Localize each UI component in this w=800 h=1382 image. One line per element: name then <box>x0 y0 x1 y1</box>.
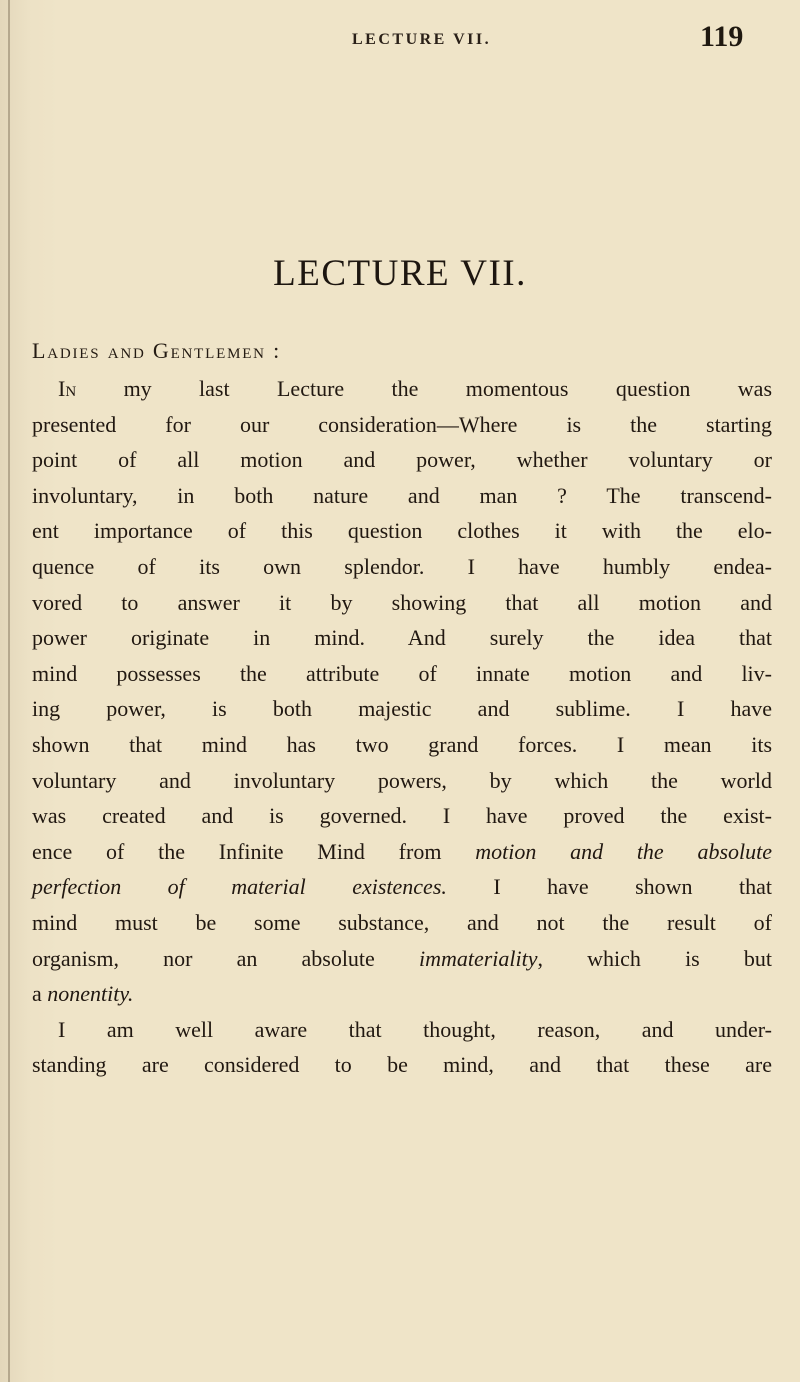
text-line: mind possesses the attribute of innate motion and liv- <box>32 660 772 686</box>
text-line: ing power, is both majestic and sublime. I have <box>32 696 772 722</box>
text-line: a nonentity. <box>32 981 134 1007</box>
text-line: organism, nor an absolute immateriality, which is but <box>32 945 772 971</box>
text-line: shown that mind has two grand forces. I mean its <box>32 731 772 757</box>
text-line: mind must be some substance, and not the result of <box>32 909 772 935</box>
text-line: involuntary, in both nature and man ? The transcend- <box>32 482 772 508</box>
text-line: quence of its own splendor. I have humbly endea- <box>32 553 772 579</box>
text-line: vored to answer it by showing that all motion and <box>32 589 772 615</box>
page-number: 119 <box>700 20 744 53</box>
salutation: Ladies and Gentlemen : <box>32 338 282 363</box>
paragraph-1 <box>32 371 772 1012</box>
text-line: was created and is governed. I have proved the exist- <box>32 803 772 829</box>
body-text <box>32 371 772 1083</box>
text-line: standing are considered to be mind, and that these are <box>32 1052 772 1078</box>
text-line: voluntary and involuntary powers, by which the world <box>32 767 772 793</box>
opening-word: In <box>58 376 77 401</box>
italic-phrase: nonentity. <box>47 981 134 1007</box>
page-gutter <box>8 0 10 1382</box>
text-line: point of all motion and power, whether voluntary or <box>32 447 772 473</box>
text-line: perfection of material existences. I have shown that <box>32 874 772 900</box>
italic-phrase: immateriality <box>418 945 538 971</box>
text-line: ent importance of this question clothes it with the elo- <box>32 518 772 544</box>
text-line: In my last Lecture the momentous question was <box>58 376 773 401</box>
running-head: LECTURE VII. <box>352 31 492 48</box>
text-line: I am well aware that thought, reason, and under- <box>58 1016 772 1042</box>
chapter-title: LECTURE VII. <box>273 253 527 294</box>
paragraph-2 <box>32 1012 772 1083</box>
text-line: presented for our consideration—Where is the starting <box>32 411 772 437</box>
italic-phrase: perfection of material existences. <box>32 874 447 900</box>
italic-phrase: motion and the absolute <box>475 838 772 864</box>
text-line: ence of the Infinite Mind from motion and the absolute <box>32 838 772 864</box>
text-line: power originate in mind. And surely the idea that <box>32 625 772 651</box>
